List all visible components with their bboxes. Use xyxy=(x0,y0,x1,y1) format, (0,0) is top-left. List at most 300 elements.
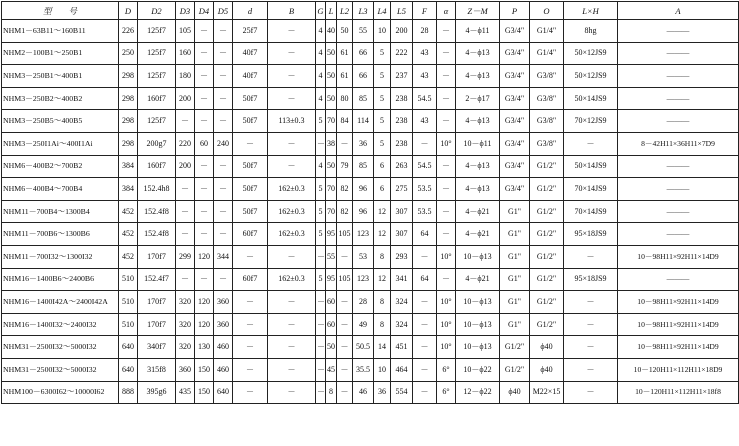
spline-spec-cell: ——— xyxy=(618,42,739,65)
table-row xyxy=(2,291,739,314)
value-cell: 95 xyxy=(326,223,337,246)
value-cell: 435 xyxy=(176,381,195,404)
value-cell: － xyxy=(337,291,353,314)
value-cell: 162±0.3 xyxy=(268,223,316,246)
value-cell: － xyxy=(195,87,214,110)
spline-spec-cell: ——— xyxy=(618,223,739,246)
value-cell: 50 xyxy=(326,65,337,88)
value-cell: 2－ϕ17 xyxy=(456,87,500,110)
value-cell: 640 xyxy=(119,358,138,381)
value-cell: － xyxy=(268,358,316,381)
model-cell: NHM1－63B11～160B11 xyxy=(2,20,119,43)
value-cell: 66 xyxy=(353,42,374,65)
value-cell: 125f7 xyxy=(138,65,176,88)
value-cell: 130 xyxy=(195,336,214,359)
value-cell: － xyxy=(437,87,456,110)
value-cell: － xyxy=(176,110,195,133)
value-cell: 60f7 xyxy=(233,268,268,291)
spline-spec-cell: ——— xyxy=(618,268,739,291)
value-cell: 95 xyxy=(326,268,337,291)
value-cell: 38 xyxy=(326,132,337,155)
value-cell: 10－ϕ13 xyxy=(456,291,500,314)
value-cell: 70 xyxy=(326,110,337,133)
value-cell: ϕ40 xyxy=(530,358,564,381)
value-cell: 50f7 xyxy=(233,178,268,201)
value-cell: － xyxy=(413,313,437,336)
value-cell: － xyxy=(268,313,316,336)
spline-spec-cell: 10－98H11×92H11×14D9 xyxy=(618,336,739,359)
column-header: L xyxy=(326,2,337,20)
value-cell: 61 xyxy=(337,65,353,88)
value-cell: 10° xyxy=(437,245,456,268)
value-cell: － xyxy=(195,42,214,65)
value-cell: 4 xyxy=(316,87,326,110)
value-cell: 222 xyxy=(391,42,413,65)
model-cell: NHM11－700B6～1300B6 xyxy=(2,223,119,246)
value-cell: 8 xyxy=(374,313,391,336)
value-cell: G1" xyxy=(500,245,530,268)
value-cell: 640 xyxy=(119,336,138,359)
value-cell: 150 xyxy=(195,358,214,381)
value-cell: 640 xyxy=(214,381,233,404)
value-cell: 53 xyxy=(353,245,374,268)
value-cell: 123 xyxy=(353,268,374,291)
value-cell: 12 xyxy=(374,200,391,223)
model-cell: NHM2－100B1～250B1 xyxy=(2,42,119,65)
table-row xyxy=(2,42,739,65)
value-cell: － xyxy=(316,291,326,314)
value-cell: G1" xyxy=(500,223,530,246)
value-cell: 162±0.3 xyxy=(268,268,316,291)
value-cell: － xyxy=(268,336,316,359)
table-row xyxy=(2,155,739,178)
value-cell: 4－ϕ21 xyxy=(456,268,500,291)
value-cell: 170f7 xyxy=(138,291,176,314)
value-cell: 125f7 xyxy=(138,110,176,133)
value-cell: 85 xyxy=(353,87,374,110)
value-cell: 96 xyxy=(353,178,374,201)
value-cell: G1/2" xyxy=(530,178,564,201)
value-cell: － xyxy=(437,268,456,291)
value-cell: 14 xyxy=(374,336,391,359)
value-cell: G1/2" xyxy=(530,268,564,291)
model-cell: NHM31－2500I32～5000I32 xyxy=(2,336,119,359)
value-cell: 50 xyxy=(326,87,337,110)
value-cell: 4 xyxy=(316,65,326,88)
value-cell: 40f7 xyxy=(233,42,268,65)
column-header: Z－M xyxy=(456,2,500,20)
value-cell: 84 xyxy=(337,110,353,133)
header-row xyxy=(2,2,739,20)
value-cell: － xyxy=(195,223,214,246)
value-cell: 451 xyxy=(391,336,413,359)
value-cell: 12 xyxy=(374,268,391,291)
value-cell: － xyxy=(337,336,353,359)
value-cell: G3/8" xyxy=(530,110,564,133)
value-cell: 55 xyxy=(326,245,337,268)
value-cell: G1/2" xyxy=(530,313,564,336)
value-cell: － xyxy=(564,336,618,359)
table-row xyxy=(2,381,739,404)
value-cell: － xyxy=(437,110,456,133)
value-cell: － xyxy=(176,178,195,201)
value-cell: 510 xyxy=(119,313,138,336)
value-cell: － xyxy=(316,132,326,155)
value-cell: － xyxy=(268,87,316,110)
value-cell: － xyxy=(413,381,437,404)
value-cell: 150 xyxy=(195,381,214,404)
value-cell: 888 xyxy=(119,381,138,404)
value-cell: 70×14JS9 xyxy=(564,178,618,201)
value-cell: 8hg xyxy=(564,20,618,43)
value-cell: 6 xyxy=(374,155,391,178)
value-cell: 96 xyxy=(353,200,374,223)
value-cell: － xyxy=(564,358,618,381)
value-cell: 28 xyxy=(413,20,437,43)
value-cell: 200 xyxy=(391,20,413,43)
value-cell: － xyxy=(437,65,456,88)
value-cell: － xyxy=(337,245,353,268)
value-cell: 10° xyxy=(437,336,456,359)
value-cell: 293 xyxy=(391,245,413,268)
value-cell: － xyxy=(195,268,214,291)
value-cell: 49 xyxy=(353,313,374,336)
value-cell: G3/4" xyxy=(500,155,530,178)
table-row xyxy=(2,313,739,336)
column-header: d xyxy=(233,2,268,20)
value-cell: － xyxy=(564,381,618,404)
value-cell: G1/4" xyxy=(530,20,564,43)
value-cell: 226 xyxy=(119,20,138,43)
column-header: L5 xyxy=(391,2,413,20)
column-header: A xyxy=(618,2,739,20)
value-cell: 50×12JS9 xyxy=(564,42,618,65)
value-cell: － xyxy=(337,381,353,404)
value-cell: 5 xyxy=(374,65,391,88)
spline-spec-cell: 10－98H11×92H11×14D9 xyxy=(618,245,739,268)
value-cell: 5 xyxy=(374,42,391,65)
value-cell: 123 xyxy=(353,223,374,246)
value-cell: － xyxy=(316,336,326,359)
value-cell: 60 xyxy=(326,313,337,336)
value-cell: － xyxy=(233,132,268,155)
table-row xyxy=(2,65,739,88)
value-cell: 105 xyxy=(176,20,195,43)
value-cell: 50f7 xyxy=(233,155,268,178)
column-header: L4 xyxy=(374,2,391,20)
motor-spec-table xyxy=(1,1,739,404)
value-cell: 45 xyxy=(326,358,337,381)
model-cell: NHM3－250I1Ai～400I1Ai xyxy=(2,132,119,155)
value-cell: 152.4f8 xyxy=(138,200,176,223)
value-cell: － xyxy=(316,245,326,268)
value-cell: － xyxy=(214,200,233,223)
value-cell: G1/2" xyxy=(500,358,530,381)
value-cell: 64 xyxy=(413,223,437,246)
value-cell: － xyxy=(195,200,214,223)
value-cell: 460 xyxy=(214,358,233,381)
column-header: D3 xyxy=(176,2,195,20)
spline-spec-cell: ——— xyxy=(618,178,739,201)
value-cell: 360 xyxy=(214,313,233,336)
value-cell: － xyxy=(413,245,437,268)
value-cell: 60 xyxy=(195,132,214,155)
value-cell: － xyxy=(564,245,618,268)
value-cell: 160f7 xyxy=(138,87,176,110)
value-cell: 10－ϕ22 xyxy=(456,358,500,381)
value-cell: 50 xyxy=(326,336,337,359)
value-cell: － xyxy=(437,155,456,178)
spline-spec-cell: ——— xyxy=(618,20,739,43)
value-cell: 324 xyxy=(391,313,413,336)
table-row xyxy=(2,87,739,110)
value-cell: － xyxy=(176,200,195,223)
value-cell: 4－ϕ21 xyxy=(456,200,500,223)
table-body xyxy=(2,20,739,404)
value-cell: 220 xyxy=(176,132,195,155)
model-cell: NHM3－250B2～400B2 xyxy=(2,87,119,110)
value-cell: 25f7 xyxy=(233,20,268,43)
value-cell: 152.4f7 xyxy=(138,268,176,291)
value-cell: 5 xyxy=(374,110,391,133)
value-cell: 320 xyxy=(176,336,195,359)
value-cell: － xyxy=(233,313,268,336)
column-header: D2 xyxy=(138,2,176,20)
value-cell: － xyxy=(268,132,316,155)
value-cell: 5 xyxy=(316,200,326,223)
value-cell: － xyxy=(413,132,437,155)
value-cell: － xyxy=(195,20,214,43)
value-cell: G1/4" xyxy=(530,42,564,65)
value-cell: 275 xyxy=(391,178,413,201)
table-row xyxy=(2,245,739,268)
value-cell: 160 xyxy=(176,42,195,65)
value-cell: 55 xyxy=(353,20,374,43)
value-cell: 10－ϕ13 xyxy=(456,313,500,336)
value-cell: － xyxy=(214,178,233,201)
value-cell: 4 xyxy=(316,155,326,178)
value-cell: － xyxy=(437,20,456,43)
value-cell: 95×18JS9 xyxy=(564,223,618,246)
value-cell: 5 xyxy=(316,268,326,291)
model-cell: NHM6－400B4～700B4 xyxy=(2,178,119,201)
table-row xyxy=(2,336,739,359)
value-cell: － xyxy=(413,291,437,314)
value-cell: 10 xyxy=(374,20,391,43)
value-cell: 460 xyxy=(214,336,233,359)
spline-spec-cell: ——— xyxy=(618,155,739,178)
value-cell: － xyxy=(214,87,233,110)
column-header: 型 号 xyxy=(2,2,119,20)
value-cell: ϕ40 xyxy=(500,381,530,404)
value-cell: 452 xyxy=(119,200,138,223)
value-cell: 554 xyxy=(391,381,413,404)
column-header: B xyxy=(268,2,316,20)
value-cell: － xyxy=(564,313,618,336)
model-cell: NHM3－250B5～400B5 xyxy=(2,110,119,133)
value-cell: 8 xyxy=(326,381,337,404)
model-cell: NHM16－1400I32～2400I32 xyxy=(2,313,119,336)
value-cell: 8 xyxy=(374,245,391,268)
value-cell: 4－ϕ13 xyxy=(456,155,500,178)
value-cell: 50×14JS9 xyxy=(564,155,618,178)
value-cell: 35.5 xyxy=(353,358,374,381)
value-cell: 324 xyxy=(391,291,413,314)
value-cell: M22×15 xyxy=(530,381,564,404)
value-cell: 64 xyxy=(413,268,437,291)
value-cell: 4－ϕ13 xyxy=(456,42,500,65)
table-row xyxy=(2,132,739,155)
value-cell: 395g6 xyxy=(138,381,176,404)
value-cell: 263 xyxy=(391,155,413,178)
value-cell: － xyxy=(268,381,316,404)
value-cell: 54.5 xyxy=(413,155,437,178)
value-cell: 384 xyxy=(119,155,138,178)
value-cell: － xyxy=(233,336,268,359)
value-cell: 43 xyxy=(413,42,437,65)
value-cell: 80 xyxy=(337,87,353,110)
value-cell: 4－ϕ11 xyxy=(456,20,500,43)
value-cell: 200 xyxy=(176,87,195,110)
value-cell: 12 xyxy=(374,223,391,246)
value-cell: － xyxy=(337,358,353,381)
value-cell: 10° xyxy=(437,132,456,155)
value-cell: 120 xyxy=(195,245,214,268)
value-cell: 510 xyxy=(119,268,138,291)
value-cell: 85 xyxy=(353,155,374,178)
value-cell: 8 xyxy=(374,291,391,314)
value-cell: G3/4" xyxy=(500,110,530,133)
value-cell: 344 xyxy=(214,245,233,268)
value-cell: 4 xyxy=(316,42,326,65)
model-cell: NHM16－1400B6～2400B6 xyxy=(2,268,119,291)
value-cell: 200 xyxy=(176,155,195,178)
value-cell: 50 xyxy=(337,20,353,43)
value-cell: － xyxy=(413,336,437,359)
value-cell: 5 xyxy=(374,87,391,110)
value-cell: － xyxy=(337,132,353,155)
value-cell: － xyxy=(214,42,233,65)
value-cell: 79 xyxy=(337,155,353,178)
value-cell: 113±0.3 xyxy=(268,110,316,133)
value-cell: 120 xyxy=(195,313,214,336)
value-cell: G3/4" xyxy=(500,178,530,201)
spline-spec-cell: 10－120H11×112H11×18f8 xyxy=(618,381,739,404)
value-cell: 70 xyxy=(326,200,337,223)
value-cell: 70×14JS9 xyxy=(564,200,618,223)
value-cell: G3/8" xyxy=(530,87,564,110)
value-cell: 298 xyxy=(119,65,138,88)
value-cell: G1/2" xyxy=(530,155,564,178)
model-cell: NHM16－1400I42A～2400I42A xyxy=(2,291,119,314)
value-cell: 170f7 xyxy=(138,245,176,268)
value-cell: G3/8" xyxy=(530,65,564,88)
table-row xyxy=(2,20,739,43)
value-cell: 4 xyxy=(316,20,326,43)
table-row xyxy=(2,200,739,223)
value-cell: 6° xyxy=(437,381,456,404)
value-cell: － xyxy=(233,381,268,404)
table-row xyxy=(2,178,739,201)
value-cell: 28 xyxy=(353,291,374,314)
value-cell: － xyxy=(413,358,437,381)
value-cell: － xyxy=(268,20,316,43)
value-cell: 50 xyxy=(326,42,337,65)
value-cell: 5 xyxy=(374,132,391,155)
value-cell: 50f7 xyxy=(233,200,268,223)
value-cell: 82 xyxy=(337,178,353,201)
value-cell: 43 xyxy=(413,65,437,88)
value-cell: 40 xyxy=(326,20,337,43)
column-header: L2 xyxy=(337,2,353,20)
value-cell: 452 xyxy=(119,223,138,246)
value-cell: G1" xyxy=(500,291,530,314)
spline-spec-cell: ——— xyxy=(618,110,739,133)
value-cell: － xyxy=(214,223,233,246)
value-cell: － xyxy=(233,245,268,268)
value-cell: G1/2" xyxy=(500,336,530,359)
spline-spec-cell: 10－120H11×112H11×18D9 xyxy=(618,358,739,381)
value-cell: 360 xyxy=(214,291,233,314)
value-cell: － xyxy=(316,313,326,336)
value-cell: 320 xyxy=(176,313,195,336)
column-header: O xyxy=(530,2,564,20)
value-cell: 66 xyxy=(353,65,374,88)
value-cell: G3/4" xyxy=(500,42,530,65)
value-cell: 240 xyxy=(214,132,233,155)
value-cell: 464 xyxy=(391,358,413,381)
model-cell: NHM6－400B2～700B2 xyxy=(2,155,119,178)
value-cell: 125f7 xyxy=(138,20,176,43)
value-cell: 53.5 xyxy=(413,200,437,223)
value-cell: － xyxy=(195,155,214,178)
value-cell: 238 xyxy=(391,110,413,133)
value-cell: 4－ϕ21 xyxy=(456,223,500,246)
column-header: D xyxy=(119,2,138,20)
column-header: L×H xyxy=(564,2,618,20)
value-cell: 10－ϕ13 xyxy=(456,336,500,359)
value-cell: － xyxy=(268,42,316,65)
column-header: D5 xyxy=(214,2,233,20)
value-cell: 105 xyxy=(337,268,353,291)
value-cell: 36 xyxy=(353,132,374,155)
value-cell: － xyxy=(268,65,316,88)
value-cell: 50.5 xyxy=(353,336,374,359)
value-cell: － xyxy=(437,178,456,201)
value-cell: G3/4" xyxy=(500,65,530,88)
column-header: D4 xyxy=(195,2,214,20)
column-header: G xyxy=(316,2,326,20)
value-cell: 170f7 xyxy=(138,313,176,336)
value-cell: 162±0.3 xyxy=(268,178,316,201)
value-cell: 50f7 xyxy=(233,110,268,133)
value-cell: 238 xyxy=(391,87,413,110)
value-cell: 46 xyxy=(353,381,374,404)
value-cell: 180 xyxy=(176,65,195,88)
value-cell: 307 xyxy=(391,223,413,246)
value-cell: G3/8" xyxy=(530,132,564,155)
value-cell: 10－ϕ11 xyxy=(456,132,500,155)
value-cell: － xyxy=(195,65,214,88)
value-cell: 250 xyxy=(119,42,138,65)
value-cell: 340f7 xyxy=(138,336,176,359)
value-cell: 237 xyxy=(391,65,413,88)
value-cell: G1/2" xyxy=(530,245,564,268)
table-row xyxy=(2,268,739,291)
value-cell: 5 xyxy=(316,178,326,201)
value-cell: － xyxy=(233,291,268,314)
value-cell: G1" xyxy=(500,268,530,291)
